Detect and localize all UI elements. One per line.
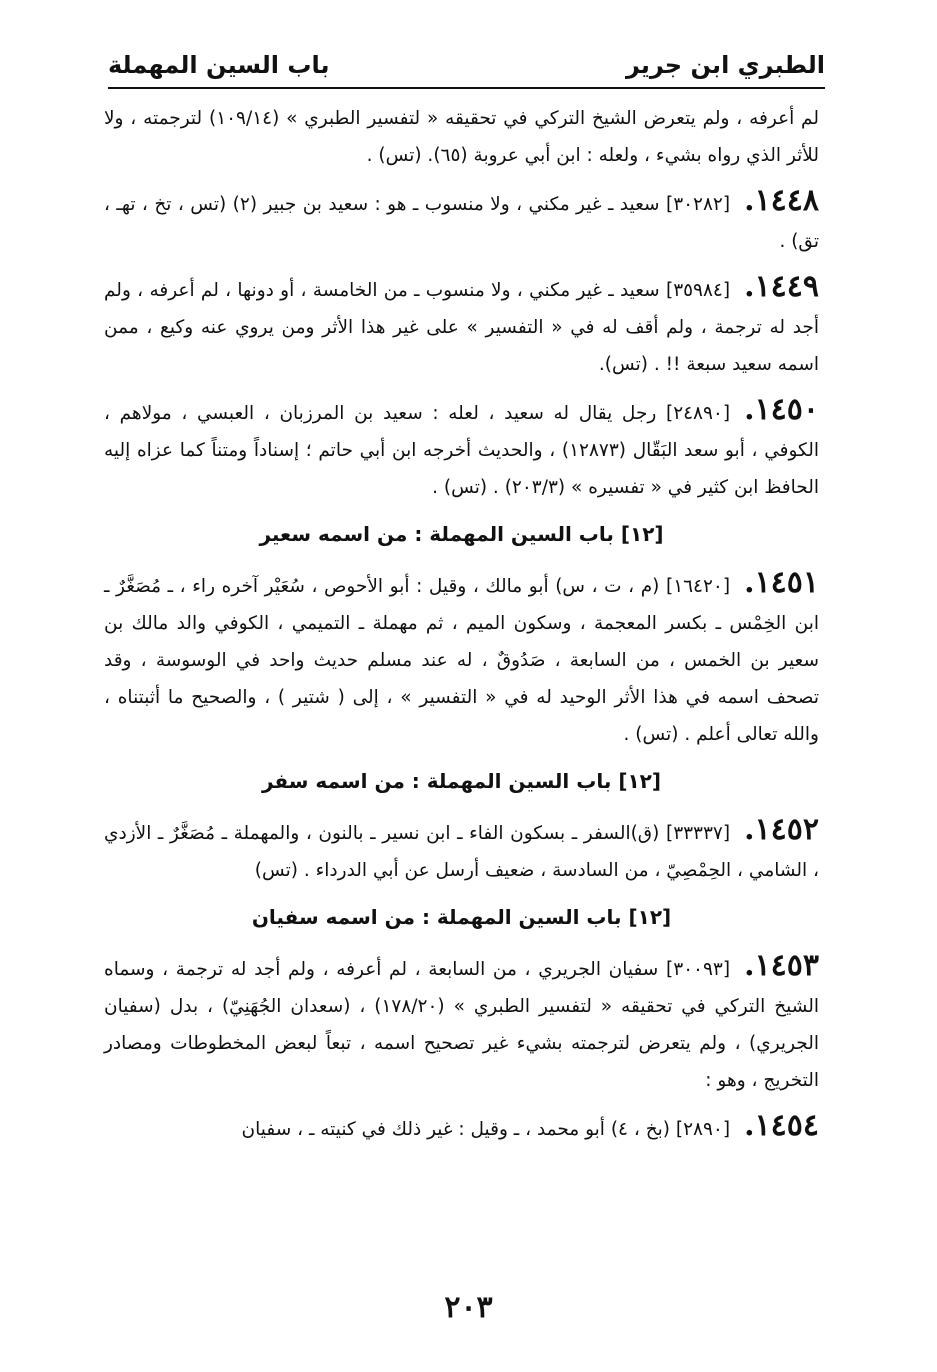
entry-paragraph bbox=[104, 947, 819, 1099]
running-header bbox=[108, 40, 825, 80]
entry-text: [٢٨٩٠] (بخ ، ٤) أبو محمد ، ـ وقيل : غير ذلك في كنيته ـ ، سفيان bbox=[241, 1119, 731, 1140]
entry-number: ١٤٥٤. bbox=[744, 1108, 819, 1143]
entry-paragraph bbox=[104, 564, 819, 753]
entry-text: [٣٥٩٨٤] سعيد ـ غير مكني ، ولا منسوب ـ من الخامسة ، أو دونها ، لم أعرفه ، ولم أجد له ترجمة ، ولم أقف له في « التفسير » على غير هذا الأثر ومن يروي عنه وكيع ، ممن اسمه سعيد سبعة !! . (تس). bbox=[104, 280, 819, 375]
page-number: ٢٠٣ bbox=[444, 1290, 493, 1325]
entry-paragraph bbox=[104, 268, 819, 383]
entry-text: [٢٤٨٩٠] رجل يقال له سعيد ، لعله : سعيد بن المرزبان ، العبسي ، مولاهم ، الكوفي ، أبو سعد البَقّال (١٢٨٧٣) ، والحديث أخرجه ابن أبي حاتم ؛ إسناداً ومتناً كما عزاه إليه الحافظ ابن كثير في « تفسيره » (٢٠٣/٣) . (تس) . bbox=[104, 403, 820, 498]
section-heading: [١٢] باب السين المهملة : من اسمه سعير bbox=[259, 522, 664, 546]
entry-paragraph bbox=[104, 100, 819, 174]
header-chapter-title: باب السين المهملة bbox=[108, 51, 330, 79]
entry-text: [١٦٤٢٠] (م ، ت ، س) أبو مالك ، وقيل : أبو الأحوص ، سُعَيْر آخره راء ، ـ مُصَغَّرٌ ـ ابن الخِمْس ـ بكسر المعجمة ، وسكون الميم ، ثم مهملة ـ التميمي ، الكوفي والد مالك بن سعير بن الخمس ، من السابعة ، صَدُوقٌ ، له عند مسلم حديث واحد في الوسوسة ، وقد تصحف اسمه في هذا الأثر الوحيد له في « التفسير » ، إلى ( شتير ) ، والصحيح ما أثبتناه ، والله تعالى أعلم . (تس) . bbox=[104, 576, 819, 745]
entry-number: ١٤٥١. bbox=[744, 565, 819, 600]
entry-text: لم أعرفه ، ولم يتعرض الشيخ التركي في تحقيقه « لتفسير الطبري » (١٠٩/١٤) لترجمته ، ولا للأثر الذي رواه بشيء ، ولعله : ابن أبي عروبة (٦٥). (تس) . bbox=[104, 108, 820, 166]
entry-number: ١٤٤٩. bbox=[744, 269, 819, 304]
entry-number: ١٤٤٨. bbox=[744, 183, 819, 218]
entry-paragraph bbox=[104, 811, 819, 889]
section-heading: [١٢] باب السين المهملة : من اسمه سفر bbox=[261, 769, 662, 793]
entry-text: [٣٠٠٩٣] سفيان الجريري ، من السابعة ، لم أعرفه ، ولم أجد له ترجمة ، وسماه الشيخ التركي في تحقيقه « لتفسير الطبري » (١٧٨/٢٠) ، (سعدان الجُهَنِيّ) ، بدل (سفيان الجريري) ، ولم يتعرض لترجمته بشيء غير تصحيح اسمه ، تبعاً لبعض المخطوطات ومصادر التخريج ، وهو : bbox=[104, 959, 820, 1091]
header-book-title: الطبري ابن جرير bbox=[625, 51, 825, 79]
page-body bbox=[104, 100, 819, 1156]
entry-paragraph bbox=[104, 182, 819, 260]
section-heading: [١٢] باب السين المهملة : من اسمه سفيان bbox=[251, 905, 672, 929]
entry-text: [٣٠٢٨٢] سعيد ـ غير مكني ، ولا منسوب ـ هو : سعيد بن جبير (٢) (تس ، تخ ، تهـ ، تق) . bbox=[104, 194, 819, 252]
entry-text: [٣٣٣٣٧] (ق)السفر ـ بسكون الفاء ـ ابن نسير ـ بالنون ، والمهملة ـ مُصَغَّرٌ ـ الأزدي ، الشامي ، الحِمْصِيّ ، من السادسة ، ضعيف أرسل عن أبي الدرداء . (تس) bbox=[104, 823, 819, 881]
header-divider bbox=[108, 87, 825, 89]
entry-number: ١٤٥٣. bbox=[744, 948, 819, 983]
entry-paragraph bbox=[104, 1107, 819, 1148]
entry-paragraph bbox=[104, 391, 819, 506]
entry-number: ١٤٥٠. bbox=[744, 392, 819, 427]
entry-number: ١٤٥٢. bbox=[744, 812, 819, 847]
